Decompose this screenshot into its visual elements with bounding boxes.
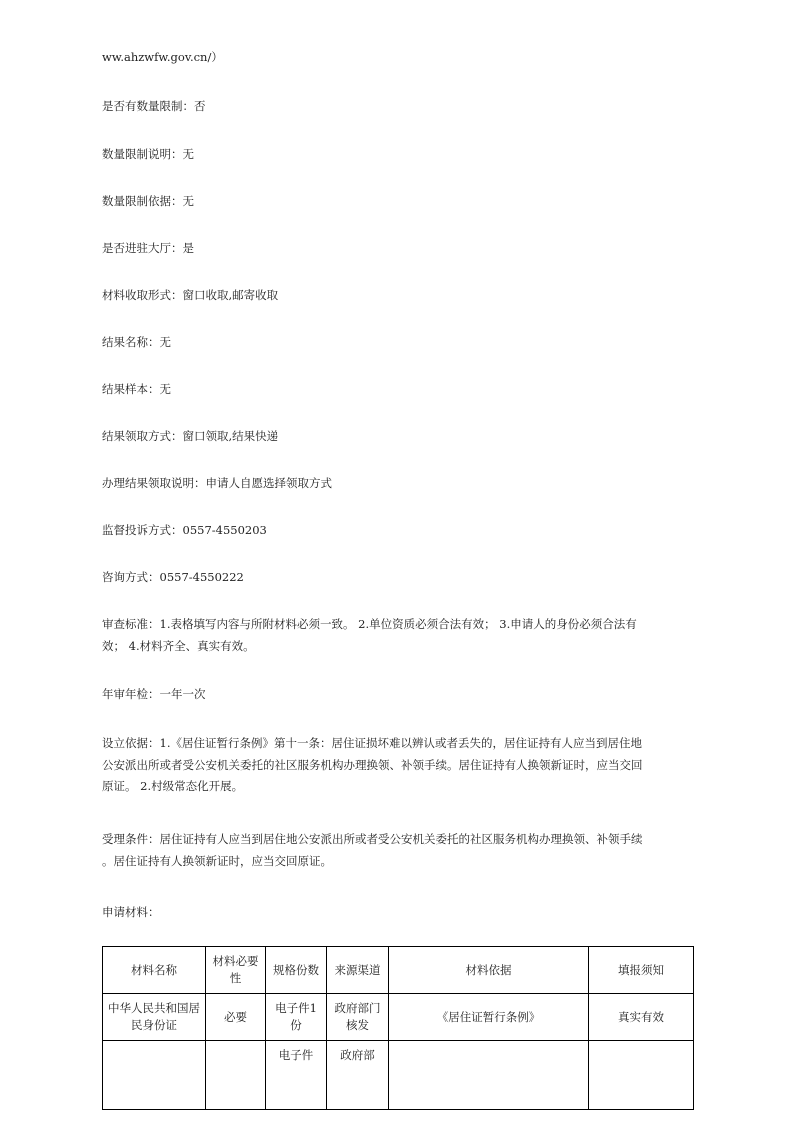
header-material-name: 材料名称 (103, 947, 206, 994)
cell-notes: 真实有效 (589, 994, 694, 1041)
legal-basis-line-3: 原证。 2.村级常态化开展。 (102, 779, 244, 793)
materials-table (102, 946, 694, 1110)
apply-materials-label: 申请材料： (102, 905, 160, 919)
url-tail-line: ww.ahzwfw.gov.cn/） (102, 50, 223, 64)
cell-source: 政府部门核发 (327, 994, 389, 1041)
result-pickup-desc-line: 办理结果领取说明：申请人自愿选择领取方式 (102, 476, 332, 490)
header-basis: 材料依据 (389, 947, 589, 994)
table-row (103, 1041, 694, 1110)
quantity-limit-basis-line: 数量限制依据：无 (102, 194, 194, 208)
review-standard-paragraph (102, 614, 700, 657)
header-necessity: 材料必要性 (206, 947, 266, 994)
cell-material-name (103, 1041, 206, 1110)
result-pickup-line: 结果领取方式：窗口领取,结果快递 (102, 429, 279, 443)
review-standard-line-1: 审查标准：1.表格填写内容与所附材料必须一致。 2.单位资质必须合法有效； 3.申请人的身份必须合法有 (102, 617, 637, 631)
acceptance-line-1: 受理条件：居住证持有人应当到居住地公安派出所或者受公安机关委托的社区服务机构办理换领、补领手续 (102, 832, 643, 846)
header-source: 来源渠道 (327, 947, 389, 994)
quantity-limit-line: 是否有数量限制：否 (102, 99, 206, 113)
cell-basis: 《居住证暂行条例》 (389, 994, 589, 1041)
legal-basis-paragraph (102, 733, 700, 798)
review-standard-line-2: 效； 4.材料齐全、真实有效。 (102, 638, 255, 653)
cell-spec-copies: 电子件1份 (266, 994, 327, 1041)
acceptance-line-2: 。居住证持有人换领新证时，应当交回原证。 (102, 853, 332, 868)
legal-basis-line-2: 公安派出所或者受公安机关委托的社区服务机构办理换领、补领手续。居住证持有人换领新证时，应当交回 (102, 757, 643, 772)
cell-notes (589, 1041, 694, 1110)
table-row (103, 994, 694, 1041)
consult-line: 咨询方式：0557-4550222 (102, 570, 244, 584)
material-collection-line: 材料收取形式：窗口收取,邮寄收取 (102, 288, 279, 302)
in-hall-line: 是否进驻大厅：是 (102, 241, 194, 255)
cell-material-name: 中华人民共和国居民身份证 (103, 994, 206, 1041)
annual-check-line: 年审年检：一年一次 (102, 687, 206, 701)
cell-necessity (206, 1041, 266, 1110)
cell-necessity: 必要 (206, 994, 266, 1041)
result-name-line: 结果名称：无 (102, 335, 171, 349)
complaint-line: 监督投诉方式：0557-4550203 (102, 523, 267, 537)
result-sample-line: 结果样本：无 (102, 382, 171, 396)
cell-source: 政府部 (327, 1041, 389, 1110)
cell-spec-copies: 电子件 (266, 1041, 327, 1110)
acceptance-paragraph (102, 829, 700, 872)
legal-basis-line-1: 设立依据：1.《居住证暂行条例》第十一条：居住证损坏难以辨认或者丢失的，居住证持有人应当到居住地 (102, 736, 642, 750)
quantity-limit-desc-line: 数量限制说明：无 (102, 147, 194, 161)
table-header-row (103, 947, 694, 994)
header-notes: 填报须知 (589, 947, 694, 994)
header-spec-copies: 规格份数 (266, 947, 327, 994)
cell-basis (389, 1041, 589, 1110)
